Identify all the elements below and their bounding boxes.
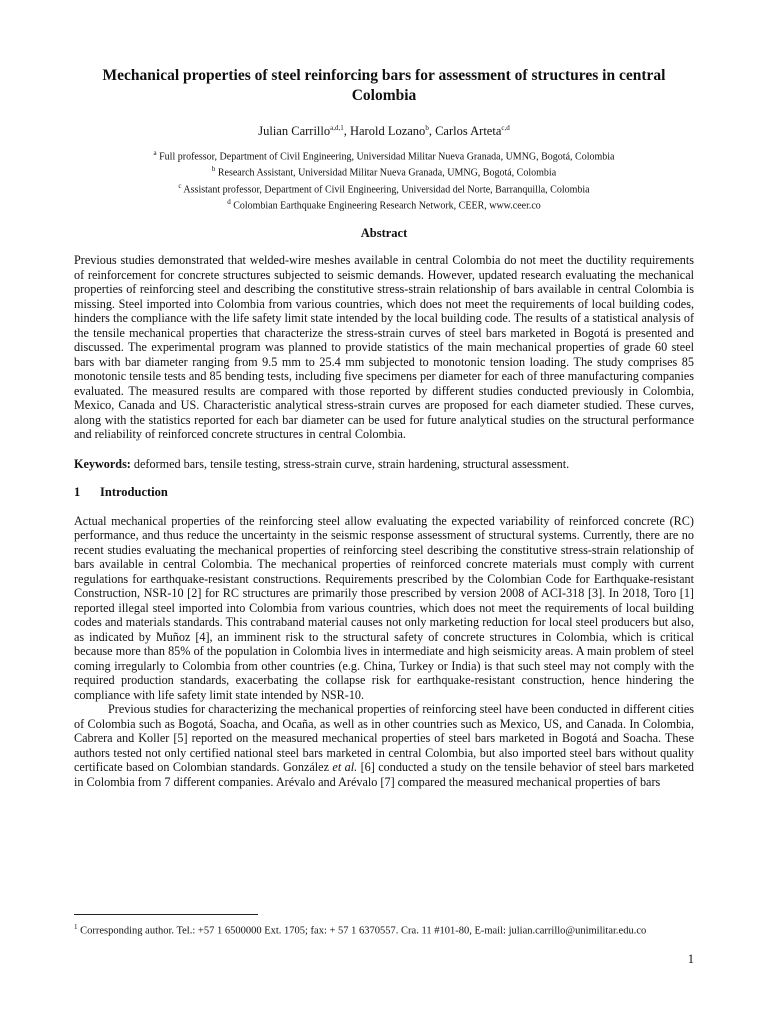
affiliation-text: Colombian Earthquake Engineering Research Network, CEER, www.ceer.co	[230, 200, 541, 212]
intro-p2-text: Previous studies for characterizing the mechanical properties of reinforcing steel have been conducted in different cities of Colombia such as Bogotá, Soacha, and Ocaña, as well as in other countries such as Mexico, US, and Canada. In Colombia, Cabrera and Koller [5] reported on the measured mechanical properties of steel bars marketed in Bogotá and Soacha. These authors tested not only certified national steel bars marketed in central Colombia, but also imported steel bars without quality certificate based on Colombian standards. González	[74, 702, 694, 775]
affiliation-mark: b	[211, 165, 216, 174]
author	[258, 124, 350, 138]
intro-p2-etal: et al.	[332, 760, 358, 775]
section-number: 1	[74, 484, 81, 499]
author-affil-mark: a,d,1	[330, 124, 344, 132]
keywords-text: deformed bars, tensile testing, stress-strain curve, strain hardening, structural assessment.	[130, 456, 570, 471]
section-heading	[74, 485, 694, 500]
affiliation	[74, 196, 694, 212]
affiliation-text: Research Assistant, Universidad Militar Nueva Granada, UMNG, Bogotá, Colombia	[215, 167, 557, 179]
affiliation	[74, 147, 694, 163]
author-separator: ,	[428, 124, 436, 139]
author-name: Julian Carrillo	[258, 124, 331, 139]
keywords-label: Keywords:	[74, 456, 131, 471]
paper-title: Mechanical properties of steel reinforcing bars for assessment of structures in central Colombia	[102, 67, 666, 104]
footnote-text: Corresponding author. Tel.: +57 1 6500000 Ext. 1705; fax: + 57 1 6370557. Cra. 11 #101-80, E-mail: julian.carrillo@unimilitar.edu.co	[77, 925, 647, 937]
abstract-heading: Abstract	[360, 226, 408, 241]
author-affil-mark: c,d	[501, 124, 510, 132]
intro-paragraph-2	[74, 702, 694, 789]
affiliations	[74, 147, 694, 212]
affiliation-text: Assistant professor, Department of Civil Engineering, Universidad del Norte, Barranquilla, Colombia	[181, 184, 590, 196]
affiliation-mark: a	[153, 149, 157, 158]
author	[435, 124, 510, 138]
author-name: Harold Lozano	[349, 124, 426, 139]
paper-page	[74, 66, 694, 789]
affiliation-mark: d	[227, 198, 231, 207]
author-name: Carlos Arteta	[435, 124, 502, 139]
author-separator: ,	[343, 124, 350, 139]
affiliation	[74, 163, 694, 179]
author	[350, 124, 435, 138]
footnote-rule	[74, 914, 258, 915]
intro-p2-text-cont: [6] conducted a study on the tensile behavior of steel bars marketed in Colombia from 7 different companies. Arévalo and Arévalo [7] compared the measured mechanical properties of bars	[74, 760, 694, 789]
affiliation	[74, 180, 694, 196]
section-title: Introduction	[100, 484, 168, 499]
page-number: 1	[687, 952, 694, 966]
author-affil-mark: b	[425, 124, 429, 132]
intro-paragraph-1: Actual mechanical properties of the reinforcing steel allow evaluating the expected variability of reinforced concrete (RC) performance, and thus reduce the uncertainty in the seismic response assessment of structural systems. Currently, there are no recent studies evaluating the mechanical properties of reinforcing steel describing the constitutive stress-strain relationship of bars available in central Colombia. The mechanical properties of reinforced concrete materials must comply with current regulations for earthquake-resistant constructions. Requirements prescribed by the Colombian Code for Earthquake-resistant Construction, NSR-10 [2] for RC structures are primarily those prescribed by version 2008 of ACI-318 [3]. In 2018, Toro [1] reported illegal steel imported into Colombia from various countries, which does not meet the requirements of local building codes and materials standards. This contraband material causes not only marketing reduction for local steel producers but also, as indicated by Muñoz [4], an imminent risk to the structural safety of concrete structures in Colombia, which is critical because more than 85% of the population in Colombia lives in intermediate and high seismicity areas. A main problem of steel coming irregularly to Colombia from other countries (e.g. China, Turkey or India) is that such steel may not comply with the required production standards, exacerbating the collapse risk for earthquake-resistant construction, hence hindering the compliance with life safety limit state intended by NSR-10.	[74, 513, 694, 702]
footnote-mark: 1	[74, 923, 78, 931]
author-list	[74, 120, 694, 139]
footnote	[74, 921, 694, 938]
affiliation-text: Full professor, Department of Civil Engineering, Universidad Militar Nueva Granada, UMNG, Bogotá, Colombia	[156, 151, 615, 163]
affiliation-mark: c	[178, 181, 182, 190]
abstract-text: Previous studies demonstrated that welded-wire meshes available in central Colombia do not meet the ductility requirements of reinforcement for concrete structures subjected to seismic demands. However, updated research evaluating the mechanical properties of reinforcing steel and describing the constitutive stress-strain relationship of bars available in central Colombia is missing. Steel imported into Colombia from various countries, which does not meet the requirements of local building codes, hinders the compliance with the life safety limit state intended by the local building code. The results of a statistical analysis of the tensile mechanical properties that characterize the stress-strain curves of steel bars marketed in Bogotá is presented and discussed. The experimental program was planned to provide statistics of the main mechanical properties of grade 60 steel bars with bar diameter ranging from 9.5 mm to 25.4 mm subjected to monotonic tension loading. The study comprises 85 monotonic tensile tests and 85 bending tests, including five specimens per diameter for each of three manufacturing companies evaluated. The measured results are compared with those reported by different studies conducted previously in Colombia, Mexico, Canada and US. Characteristic analytical stress-strain curves are proposed for each diameter studied. These curves, along with the statistics reported for each bar diameter can be used for future analytical studies on the structural performance and reliability of reinforced concrete structures in central Colombia.	[74, 253, 694, 442]
keywords	[74, 457, 694, 472]
